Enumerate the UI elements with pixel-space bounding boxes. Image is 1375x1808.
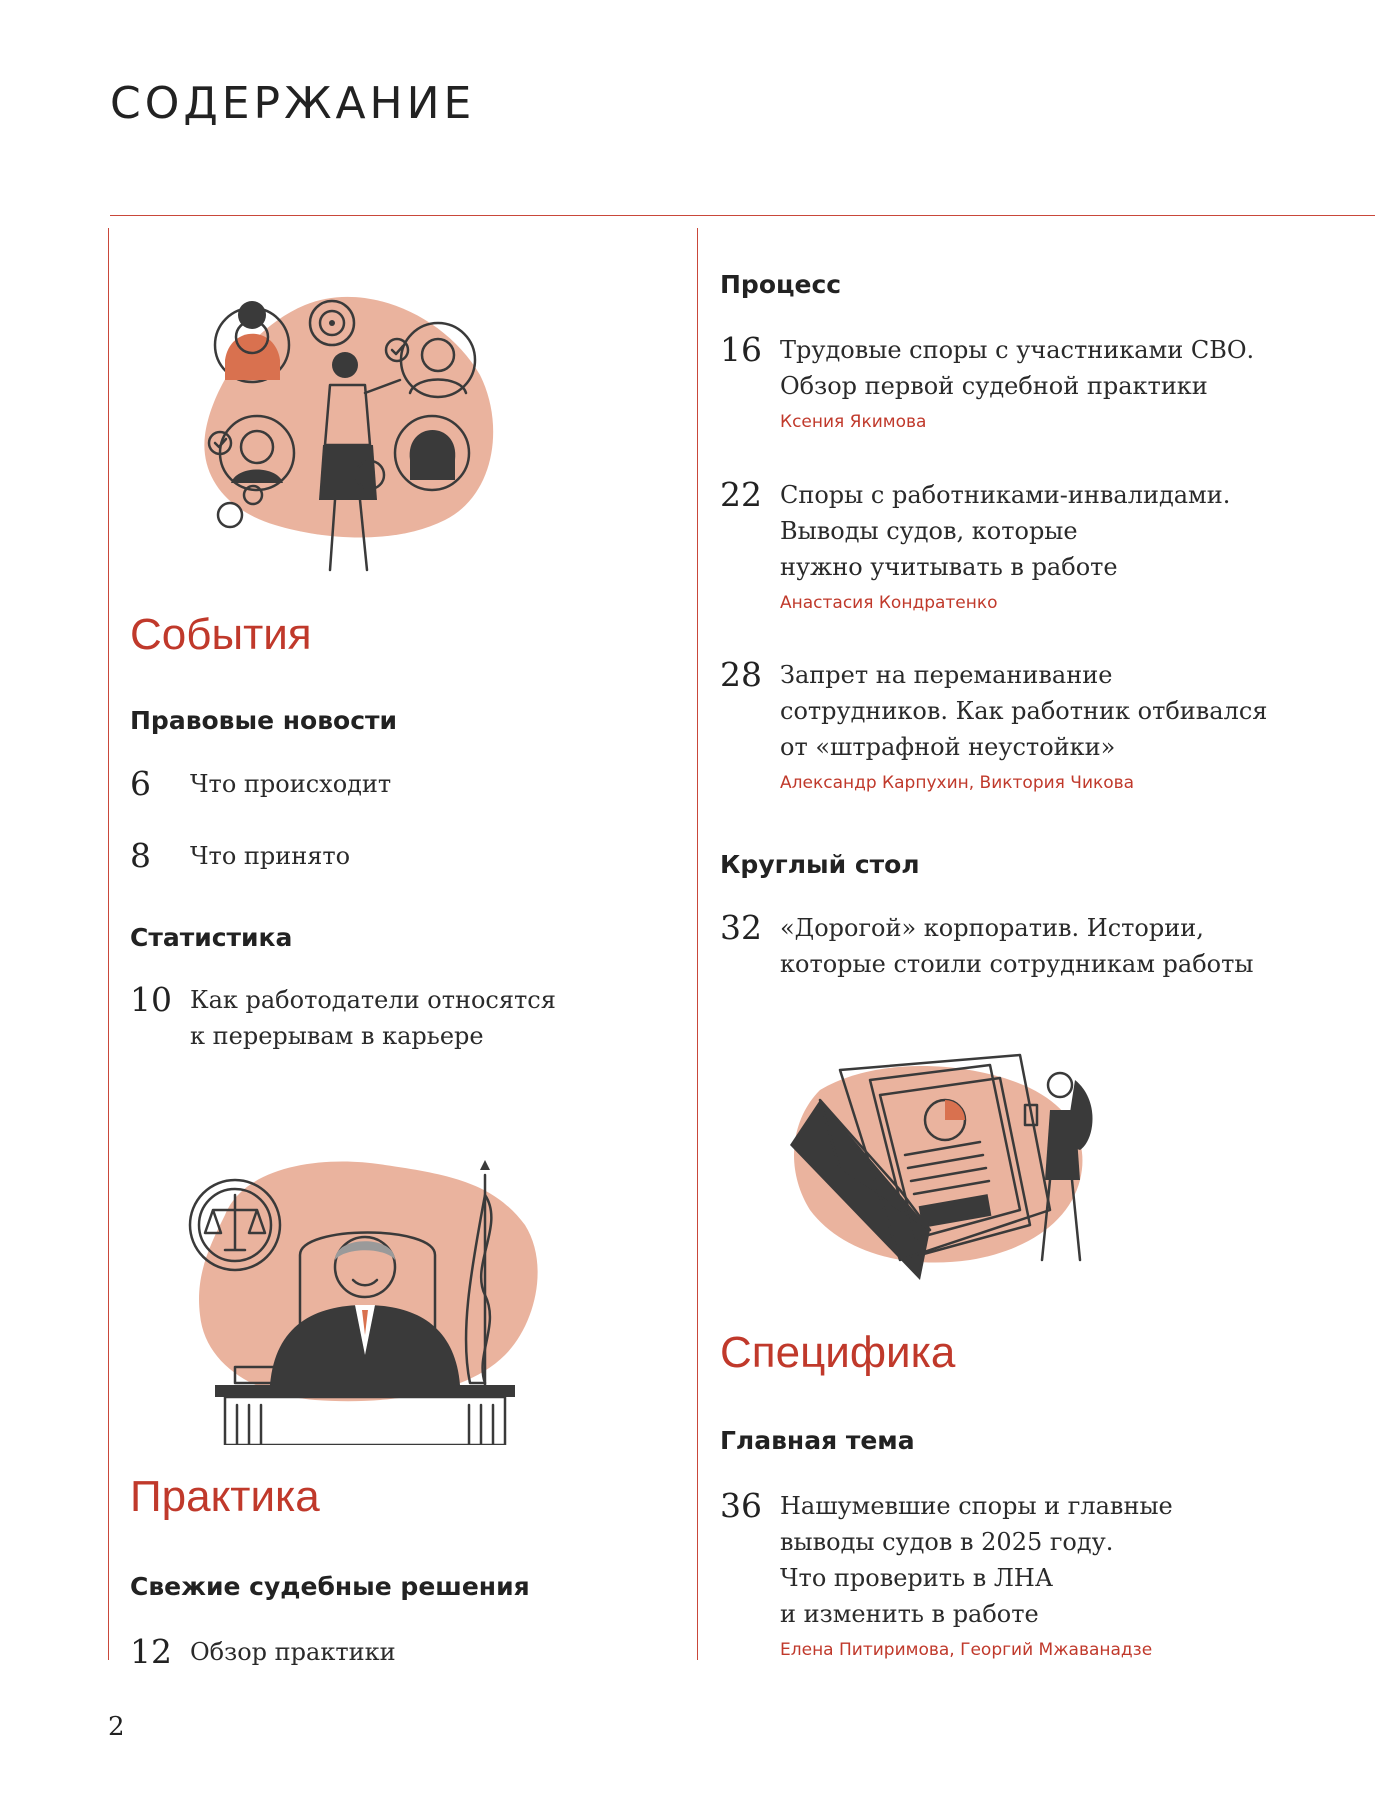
- toc-entry-author: Елена Питиримова, Георгий Мжаванадзе: [780, 1640, 1153, 1660]
- toc-entry-title: Нашумевшие споры и главные выводы судов в 2025 году. Что проверить в ЛНА и изменить в работе: [780, 1492, 1173, 1628]
- toc-entry[interactable]: [130, 1634, 670, 1670]
- page-number: 2: [108, 1712, 125, 1742]
- toc-entry-author: Александр Карпухин, Виктория Чикова: [780, 773, 1135, 793]
- toc-page-number: 22: [720, 475, 762, 514]
- toc-entry-title: Как работодатели относятся к перерывам в карьере: [190, 986, 556, 1050]
- toc-entry[interactable]: [130, 982, 670, 1054]
- toc-entry-title: Что принято: [190, 842, 351, 870]
- section-specifics-title: Специфика: [720, 1328, 956, 1377]
- toc-page-number: 16: [720, 330, 762, 369]
- toc-entry-title: Обзор практики: [190, 1638, 396, 1666]
- toc-entry-title: Запрет на переманивание сотрудников. Как работник отбивался от «штрафной неустойки»: [780, 661, 1268, 761]
- section-practice-title: Практика: [130, 1472, 320, 1521]
- toc-entry-author: Ксения Якимова: [780, 412, 927, 432]
- header-divider: [110, 215, 1375, 216]
- judge-illustration: [185, 1155, 545, 1445]
- toc-page-number: 32: [720, 908, 762, 947]
- toc-page-number: 10: [130, 980, 172, 1019]
- rubric-statistics: Статистика: [130, 923, 293, 952]
- toc-page-number: 12: [130, 1632, 172, 1671]
- toc-entry[interactable]: [720, 477, 1360, 615]
- toc-entry-title: Что происходит: [190, 770, 392, 798]
- rubric-legal-news: Правовые новости: [130, 706, 398, 735]
- toc-entry-author: Анастасия Кондратенко: [780, 593, 998, 613]
- left-column-rule: [108, 228, 109, 1660]
- section-events-title: События: [130, 610, 312, 659]
- toc-entry[interactable]: [720, 910, 1360, 982]
- toc-entry[interactable]: [720, 657, 1360, 795]
- documents-illustration: [780, 1050, 1100, 1290]
- rubric-fresh-court-decisions: Свежие судебные решения: [130, 1572, 530, 1601]
- toc-entry[interactable]: [130, 766, 670, 802]
- rubric-main-topic: Главная тема: [720, 1426, 915, 1455]
- rubric-process: Процесс: [720, 270, 842, 299]
- toc-entry[interactable]: [720, 1488, 1360, 1662]
- toc-page-number: 6: [130, 764, 151, 803]
- toc-entry-title: «Дорогой» корпоратив. Истории, которые стоили сотрудникам работы: [780, 914, 1254, 978]
- toc-entry[interactable]: [720, 332, 1360, 434]
- toc-page-number: 28: [720, 655, 762, 694]
- toc-entry-title: Трудовые споры с участниками СВО. Обзор первой судебной практики: [780, 336, 1255, 400]
- toc-entry[interactable]: [130, 838, 670, 874]
- middle-column-rule: [697, 228, 698, 1660]
- team-illustration: [195, 285, 505, 585]
- toc-page-number: 36: [720, 1486, 762, 1525]
- rubric-round-table: Круглый стол: [720, 850, 920, 879]
- toc-entry-title: Споры с работниками-инвалидами. Выводы судов, которые нужно учитывать в работе: [780, 481, 1231, 581]
- page-title: СОДЕРЖАНИЕ: [110, 78, 476, 129]
- toc-page-number: 8: [130, 836, 151, 875]
